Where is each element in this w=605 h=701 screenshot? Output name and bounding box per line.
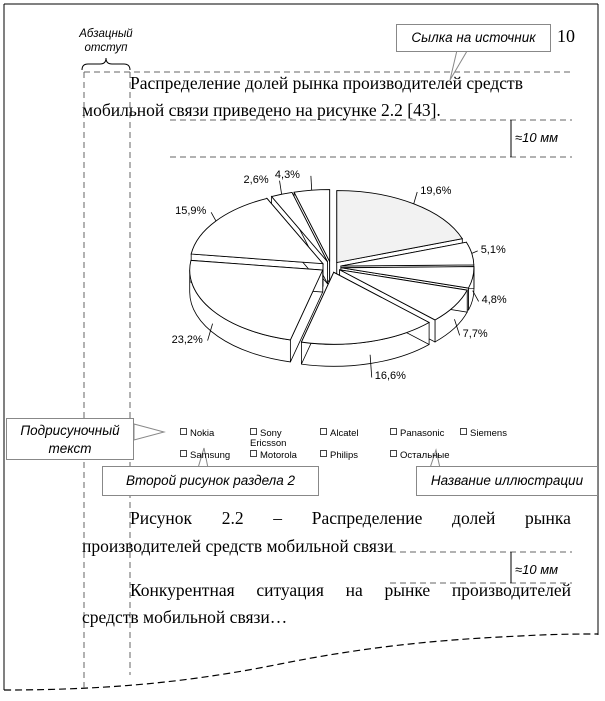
spacing-label-bottom: ≈10 мм xyxy=(515,562,559,577)
legend-swatch xyxy=(390,450,397,457)
legend-label: Motorola xyxy=(260,450,297,461)
legend-item xyxy=(320,450,388,461)
legend-item xyxy=(180,450,248,461)
legend-swatch xyxy=(390,428,397,435)
pie-label-panasonic: 7,7% xyxy=(462,328,488,341)
inside-text-callout-line2: текст xyxy=(48,441,92,456)
caption-word: 2.2 xyxy=(221,508,244,528)
caption-word: – xyxy=(273,508,283,528)
pie-slice-остальные-leader xyxy=(311,176,312,190)
legend-label: Остальные xyxy=(400,450,450,461)
pie-label-остальные: 4,3% xyxy=(274,168,300,181)
paragraph-word: Конкурентная xyxy=(130,580,235,600)
pie-label-nokia: 19,6% xyxy=(420,184,452,197)
paragraph-word: ситуация xyxy=(256,580,324,600)
pie-slice-sony-ericsson-leader xyxy=(472,251,478,254)
paragraph-1-line-2: мобильной связи приведено на рисунке 2.2 [43]. xyxy=(82,100,441,120)
inside-text-callout xyxy=(6,418,134,460)
caption-word: рынка xyxy=(525,508,571,528)
legend-swatch xyxy=(250,450,257,457)
indent-callout-line1: Абзацный xyxy=(79,28,133,40)
figure-area xyxy=(150,160,512,470)
indent-callout xyxy=(66,27,146,55)
pie-label-alcatel: 4,8% xyxy=(481,294,507,307)
indent-callout-line2: отступ xyxy=(84,42,128,54)
pie-label-samsung: 23,2% xyxy=(171,333,203,346)
legend-label: Philips xyxy=(330,450,358,461)
caption-word: Рисунок xyxy=(130,508,193,528)
inside-text-callout-line1: Подрисуночный xyxy=(20,423,120,438)
legend-item xyxy=(320,428,388,439)
paragraph-2-line-1 xyxy=(130,580,571,601)
legend-label: Sony Ericsson xyxy=(250,428,287,449)
figure-caption-line-2: производителей средств мобильной связи xyxy=(82,536,394,556)
figure-name-callout: Название иллюстрации xyxy=(416,466,598,496)
legend-label: Panasonic xyxy=(400,428,445,439)
pie-label-siemens: 16,6% xyxy=(374,370,406,383)
source-reference-callout: Сылка на источник xyxy=(396,24,551,52)
paragraph-word: на xyxy=(345,580,363,600)
legend-swatch xyxy=(320,428,327,435)
legend-label: Siemens xyxy=(470,428,507,439)
legend-swatch xyxy=(250,428,257,435)
legend-label: Alcatel xyxy=(330,428,359,439)
paragraph-word: рынке xyxy=(384,580,431,600)
pie-label-philips: 2,6% xyxy=(243,173,269,186)
legend-swatch xyxy=(320,450,327,457)
caption-word: Распределение xyxy=(311,508,423,528)
pie-slice-philips-leader xyxy=(280,181,282,195)
legend-item xyxy=(390,450,458,461)
figure-caption-line-1 xyxy=(130,508,571,529)
pie-slice-nokia-leader xyxy=(414,192,417,204)
legend-item xyxy=(250,450,318,461)
paragraph-word: производителей xyxy=(451,580,571,600)
paragraph-1-line-1: Распределение долей рынка производителей средств xyxy=(130,73,523,93)
pie-label-sony-ericsson: 5,1% xyxy=(480,243,506,256)
caption-word: долей xyxy=(452,508,496,528)
legend-item xyxy=(250,428,318,449)
legend-swatch xyxy=(180,450,187,457)
pie-slice-motorola-leader xyxy=(211,212,216,221)
second-figure-callout: Второй рисунок раздела 2 xyxy=(102,466,319,496)
legend-item xyxy=(180,428,248,439)
legend-swatch xyxy=(180,428,187,435)
page-number: 10 xyxy=(557,26,575,46)
legend-label: Samsung xyxy=(190,450,231,461)
paragraph-2-line-2: средств мобильной связи… xyxy=(82,607,288,627)
legend-label: Nokia xyxy=(190,428,215,439)
legend-item xyxy=(460,428,528,439)
pie-label-motorola: 15,9% xyxy=(175,205,207,218)
legend-item xyxy=(390,428,458,439)
spacing-label-top: ≈10 мм xyxy=(515,130,559,145)
legend-swatch xyxy=(460,428,467,435)
